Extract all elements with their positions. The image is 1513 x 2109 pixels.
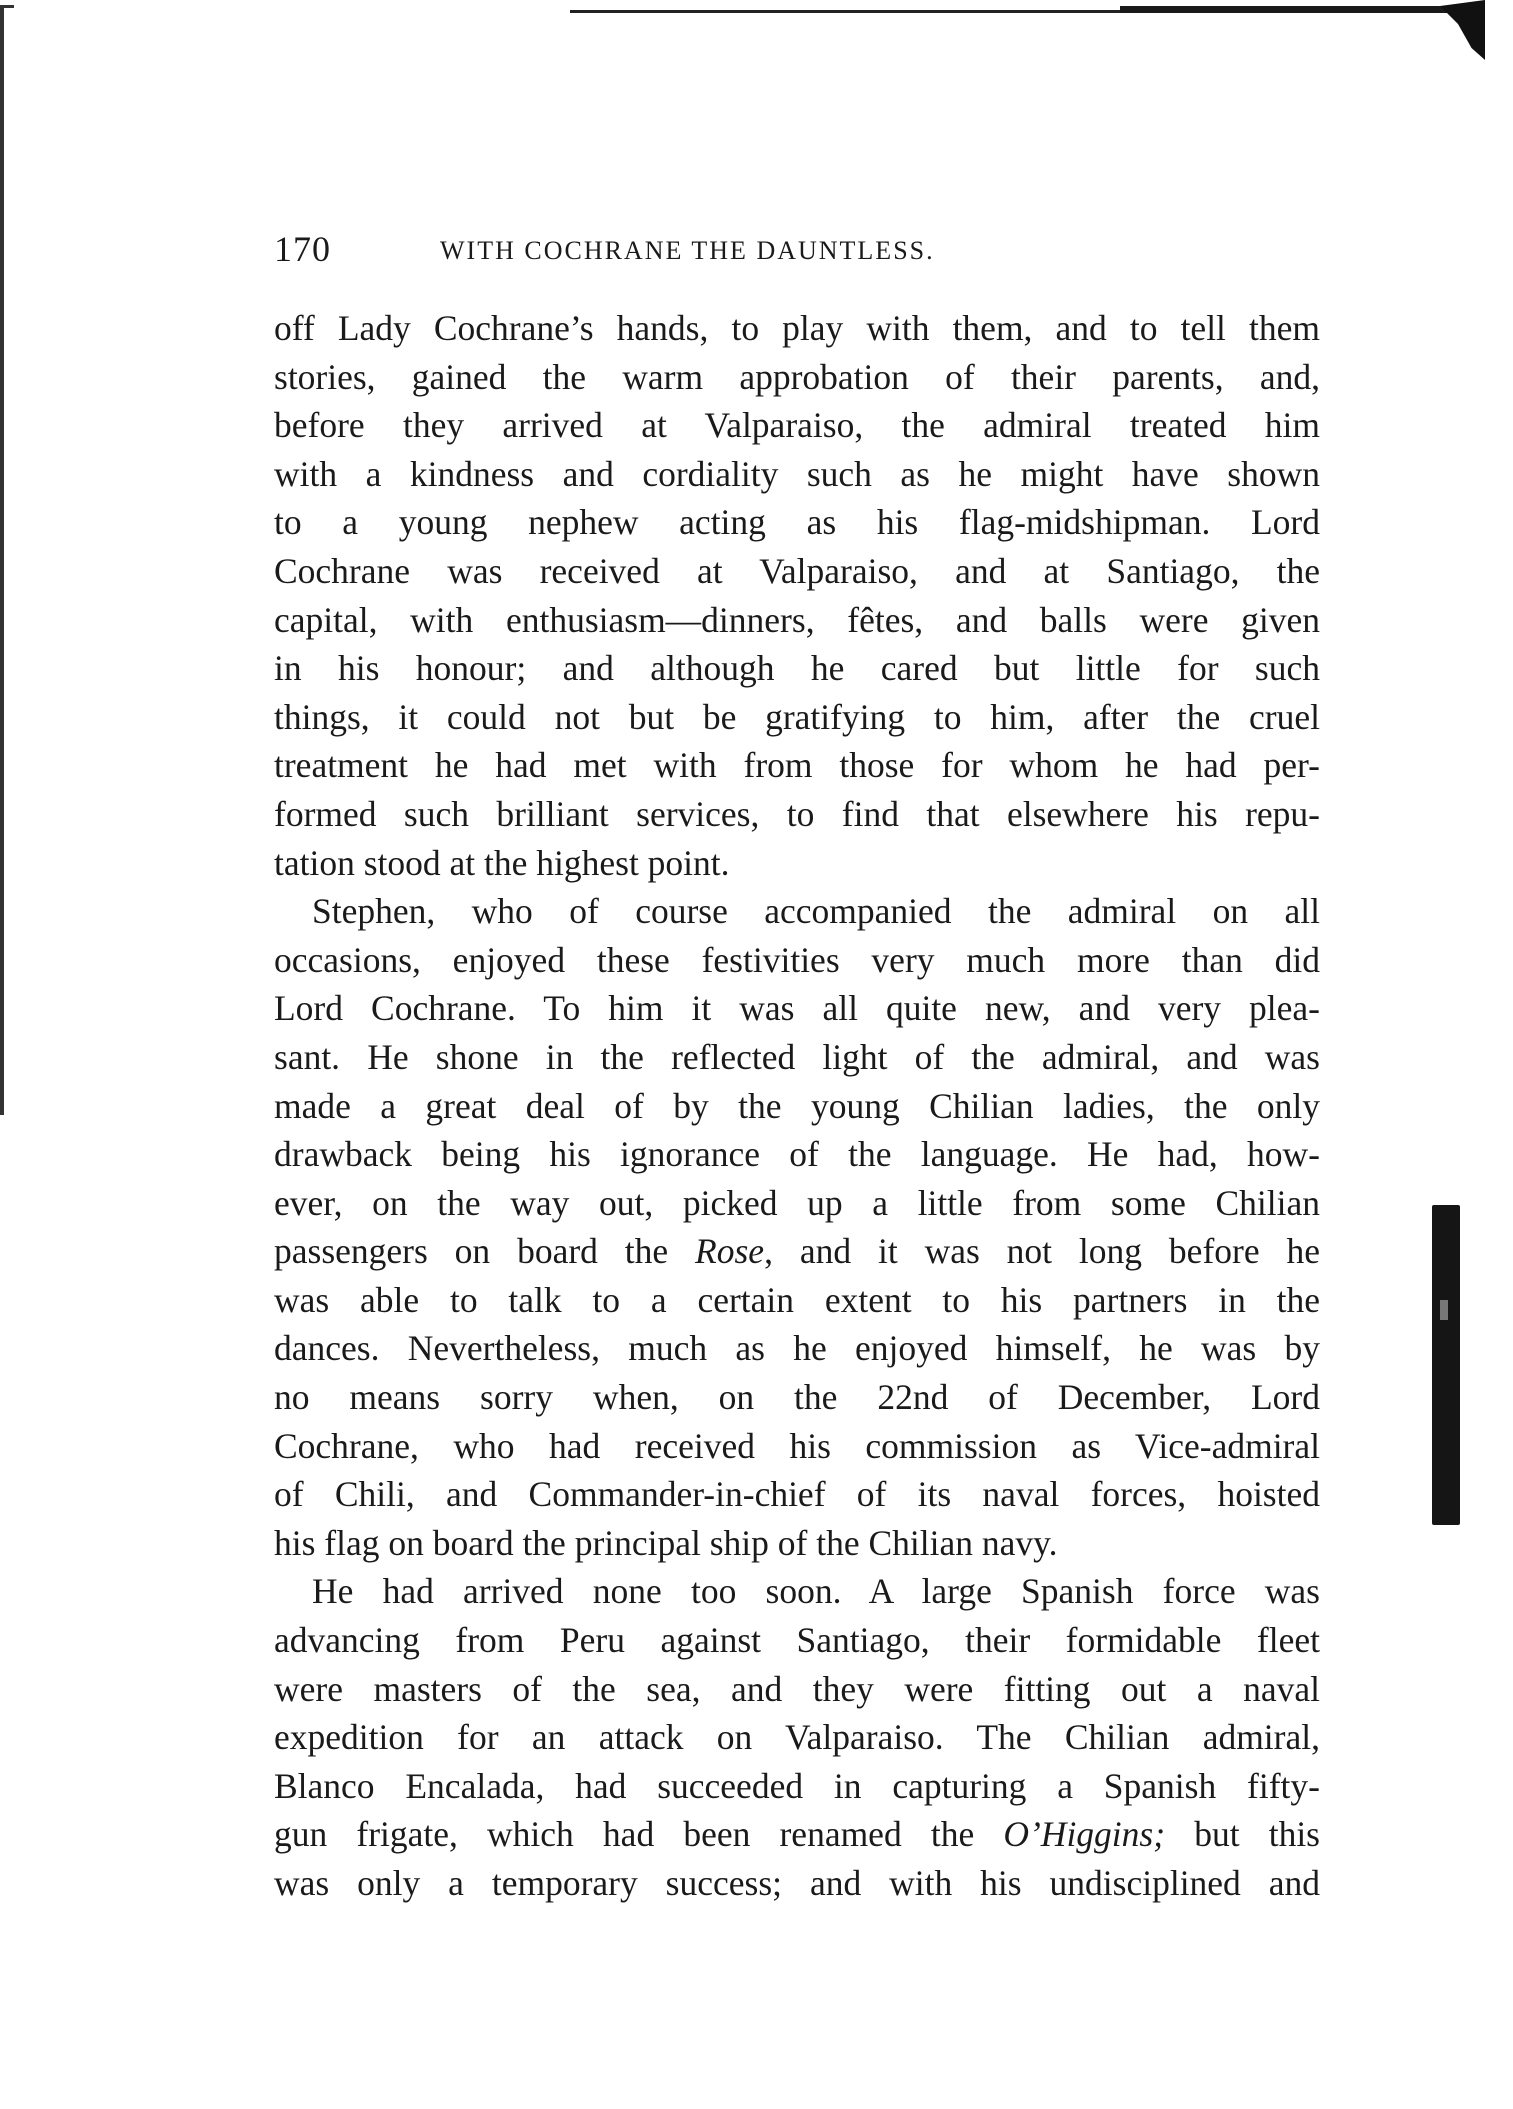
text-line: Cochrane, who had received his commission as Vice-admiral — [274, 1425, 1320, 1466]
text-line-with-italic — [274, 1227, 1320, 1276]
text-line: to a young nephew acting as his flag-midshipman. Lord — [274, 502, 1320, 543]
scan-thumb-tab-spot — [1440, 1300, 1448, 1320]
text-line: his flag on board the principal ship of the Chilian navy. — [274, 1522, 1058, 1563]
text-line: formed such brilliant services, to find that elsewhere his repu- — [274, 793, 1320, 834]
running-head — [274, 228, 1320, 284]
text-line: before they arrived at Valparaiso, the admiral treated him — [274, 405, 1320, 446]
book-page — [274, 228, 1320, 1908]
text-line: things, it could not but be gratifying to him, after the cruel — [274, 696, 1320, 737]
text-line: no means sorry when, on the 22nd of December, Lord — [274, 1377, 1320, 1418]
text-line: Stephen, who of course accompanied the admiral on all — [312, 891, 1320, 932]
text-line: were masters of the sea, and they were fitting out a naval — [274, 1668, 1320, 1709]
text-line: advancing from Peru against Santiago, their formidable fleet — [274, 1620, 1320, 1661]
body-text — [274, 304, 1320, 1908]
text-line: stories, gained the warm approbation of their parents, and, — [274, 356, 1320, 397]
text-line: occasions, enjoyed these festivities very much more than did — [274, 939, 1320, 980]
text-line: Lord Cochrane. To him it was all quite new, and very plea- — [274, 988, 1320, 1029]
text-line: was only a temporary success; and with his undisciplined and — [274, 1863, 1320, 1903]
text-line: drawback being his ignorance of the language. He had, how- — [274, 1134, 1320, 1175]
text-line-with-italic — [274, 1810, 1320, 1859]
text-line: off Lady Cochrane’s hands, to play with them, and to tell them — [274, 308, 1320, 348]
text-line: He had arrived none too soon. A large Spanish force was — [312, 1571, 1320, 1612]
text-line: Blanco Encalada, had succeeded in capturing a Spanish fifty- — [274, 1765, 1320, 1806]
text-line: made a great deal of by the young Chilian ladies, the only — [274, 1085, 1320, 1126]
text-line: with a kindness and cordiality such as he might have shown — [274, 453, 1320, 494]
text-line: capital, with enthusiasm—dinners, fêtes, and balls were given — [274, 599, 1320, 640]
text-line: of Chili, and Commander-in-chief of its naval forces, hoisted — [274, 1474, 1320, 1515]
text-line: treatment he had met with from those for whom he had per- — [274, 745, 1320, 786]
text-line: tation stood at the highest point. — [274, 842, 730, 883]
scan-corner-blot — [1440, 0, 1485, 60]
page-number: 170 — [274, 229, 331, 269]
ship-name-ohiggins: O’Higgins; — [1003, 1814, 1166, 1855]
text-line: Cochrane was received at Valparaiso, and at Santiago, the — [274, 550, 1320, 591]
text-line: ever, on the way out, picked up a little from some Chilian — [274, 1182, 1320, 1223]
scan-thumb-tab — [1432, 1205, 1460, 1525]
running-title: WITH COCHRANE THE DAUNTLESS. — [440, 236, 935, 265]
text-segment: gun frigate, which had been renamed the — [274, 1814, 1004, 1855]
text-line: expedition for an attack on Valparaiso. The Chilian admiral, — [274, 1717, 1320, 1758]
scan-edge-line-thick — [1120, 6, 1480, 13]
text-line: sant. He shone in the reflected light of the admiral, and was — [274, 1036, 1320, 1077]
scan-left-edge-tick — [0, 5, 14, 8]
ship-name-rose: Rose — [695, 1231, 765, 1272]
text-line: dances. Nevertheless, much as he enjoyed himself, he was by — [274, 1328, 1320, 1369]
text-segment: , and it was not long before he — [764, 1231, 1320, 1272]
text-line: was able to talk to a certain extent to his partners in the — [274, 1279, 1320, 1320]
text-line: in his honour; and although he cared but little for such — [274, 648, 1320, 689]
text-segment: but this — [1165, 1814, 1320, 1855]
scan-left-edge — [0, 5, 4, 1115]
text-segment: passengers on board the — [274, 1231, 696, 1272]
